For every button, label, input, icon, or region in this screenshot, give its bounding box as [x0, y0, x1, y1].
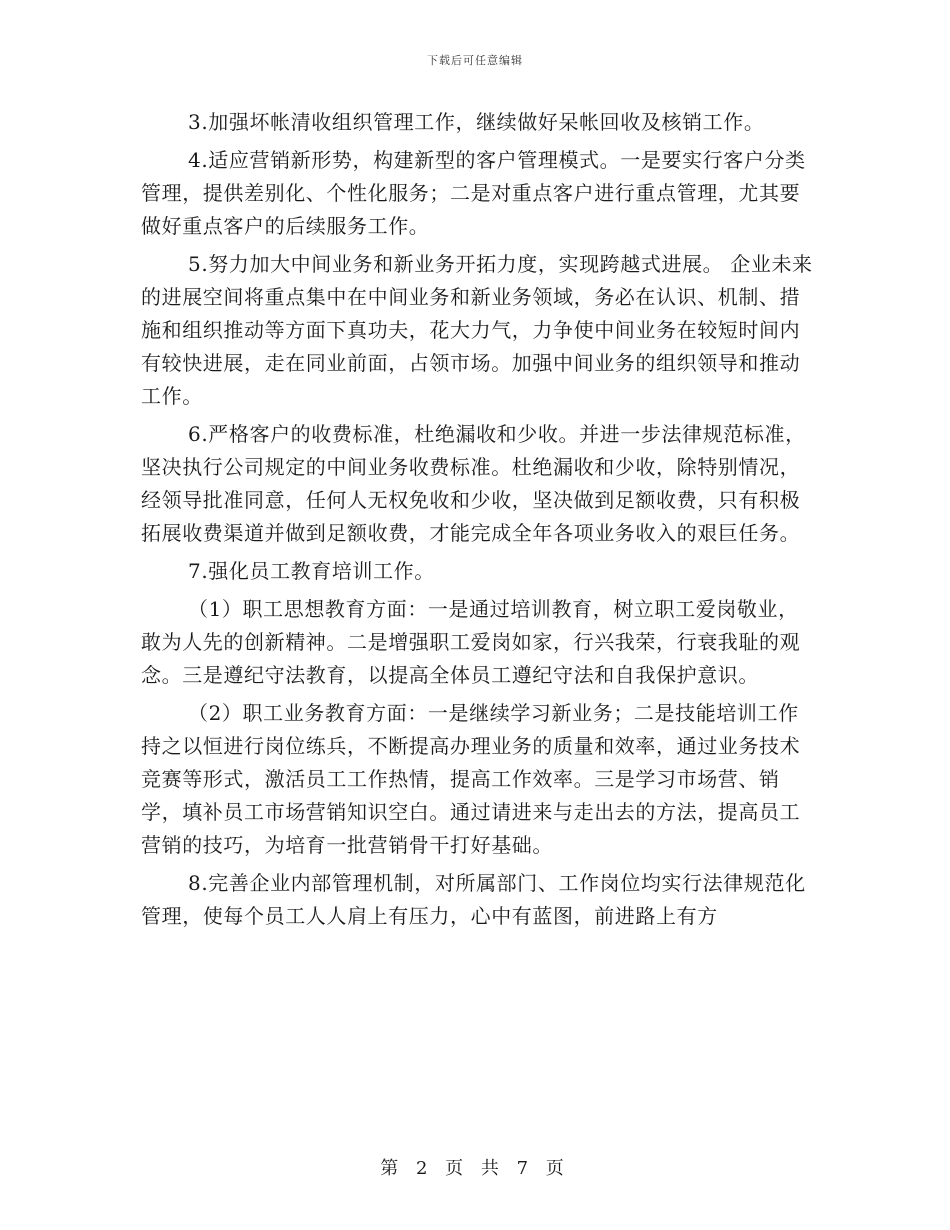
paragraph-item-7: 7.强化员工教育培训工作。	[188, 559, 435, 583]
page-header: 下载后可任意编辑	[427, 54, 523, 67]
paragraph-item-3: 3.加强坏帐清收组织管理工作，继续做好呆帐回收及核销工作。	[188, 110, 765, 134]
paragraph-subitem-2: （2）职工业务教育方面：一是继续学习新业务；二是技能培训工作持之以恒进行岗位练兵，不断提高办理业务的质量和效率，通过业务技术竞赛等形式，激活员工工作热情，提高工作效率。三是学习市场营、销学，填补员工市场营销知识空白。通过请进来与走出去的方法，提高员工营销的技巧，为培育一批营销骨干打好基础。	[141, 701, 801, 857]
page-number-footer: 第 2 页 共 7 页	[380, 1158, 570, 1179]
paragraph-item-8: 8.完善企业内部管理机制，对所属部门、工作岗位均实行法律规范化管理，使每个员工人人肩上有压力，心中有蓝图，前进路上有方	[141, 871, 806, 928]
document-body	[141, 106, 813, 938]
paragraph-item-5: 5.努力加大中间业务和新业务开拓力度，实现跨越式进展。 企业未来的进展空间将重点集中在中间业务和新业务领域，务必在认识、机制、措施和组织推动等方面下真功夫，花大力气，力争使中间业务在较短时间内有较快进展，走在同业前面，占领市场。加强中间业务的组织领导和推动工作。	[141, 252, 813, 408]
paragraph-item-6: 6.严格客户的收费标准，杜绝漏收和少收。并进一步法律规范标准，坚决执行公司规定的中间业务收费标准。杜绝漏收和少收，除特别情况，经领导批准同意，任何人无权免收和少收，坚决做到足额收费，只有积极拓展收费渠道并做到足额收费，才能完成全年各项业务收入的艰巨任务。	[141, 422, 806, 545]
paragraph-item-4: 4.适应营销新形势，构建新型的客户管理模式。一是要实行客户分类管理，提供差别化、个性化服务；二是对重点客户进行重点管理，尤其要做好重点客户的后续服务工作。	[141, 148, 806, 238]
paragraph-subitem-1: （1）职工思想教育方面：一是通过培训教育，树立职工爱岗敬业，敢为人先的创新精神。二是增强职工爱岗如家，行兴我荣，行衰我耻的观念。三是遵纪守法教育，以提高全体员工遵纪守法和自我保护意识。	[141, 597, 801, 687]
